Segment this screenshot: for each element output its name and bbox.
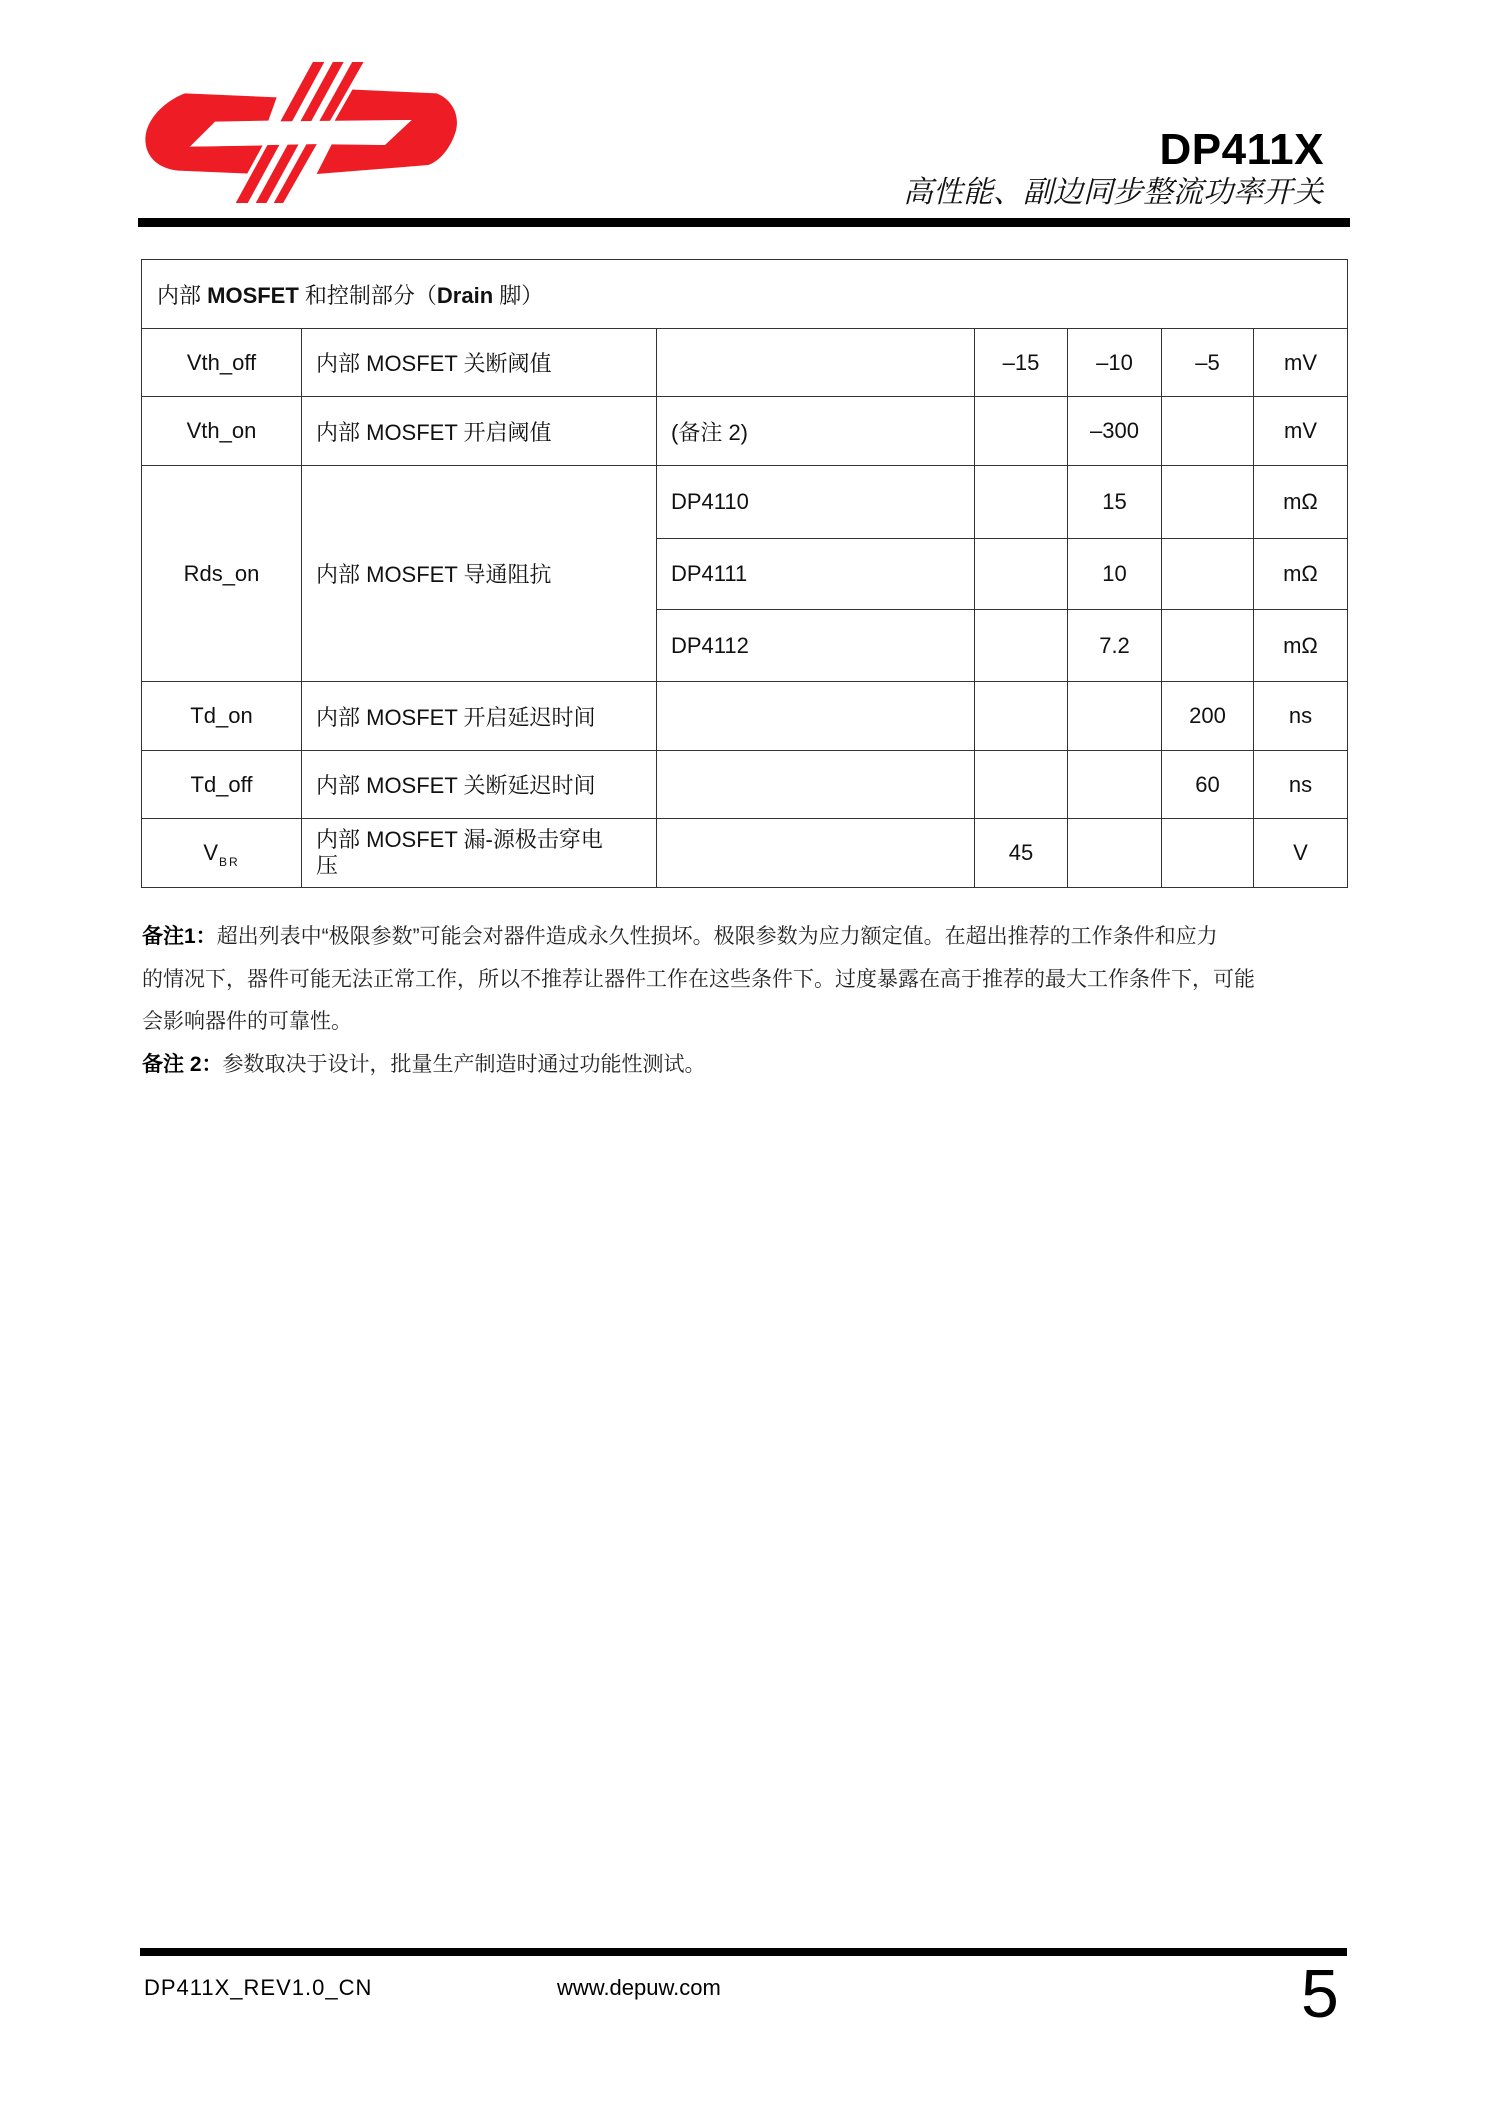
condition-cell xyxy=(657,819,975,888)
max-cell: 200 xyxy=(1162,682,1254,751)
parameter-line: 内部 MOSFET 漏-源极击穿电 xyxy=(316,827,603,852)
section-header-text: 脚） xyxy=(493,282,544,308)
parameter-cell: 内部 MOSFET 关断阈值 xyxy=(302,329,657,397)
max-cell xyxy=(1162,397,1254,466)
symbol-main: V xyxy=(203,840,218,865)
parameter-cell: 内部 MOSFET 开启阈值 xyxy=(302,397,657,466)
parameter-cell: 内部 MOSFET 开启延迟时间 xyxy=(302,682,657,751)
unit-cell: mV xyxy=(1254,329,1348,397)
product-title: DP411X xyxy=(1159,125,1324,174)
min-cell xyxy=(975,397,1068,466)
max-cell xyxy=(1162,466,1254,539)
section-header-text-bold: MOSFET xyxy=(207,282,299,308)
condition-cell: DP4112 xyxy=(657,610,975,682)
note-1-continued xyxy=(142,1001,1352,1044)
max-cell: 60 xyxy=(1162,751,1254,819)
parameter-line: 压 xyxy=(316,853,339,878)
section-header-cell xyxy=(142,260,1348,329)
max-cell xyxy=(1162,539,1254,610)
parameter-cell xyxy=(302,819,657,888)
typ-cell: 15 xyxy=(1068,466,1162,539)
page-number: 5 xyxy=(1301,1956,1339,2032)
min-cell xyxy=(975,466,1068,539)
max-cell: –5 xyxy=(1162,329,1254,397)
unit-cell: ns xyxy=(1254,682,1348,751)
max-cell xyxy=(1162,819,1254,888)
unit-cell: mΩ xyxy=(1254,539,1348,610)
min-cell: –15 xyxy=(975,329,1068,397)
typ-cell xyxy=(1068,682,1162,751)
note-text: 参数取决于设计，批量生产制造时通过功能性测试。 xyxy=(222,1052,706,1076)
note-label: 备注 2： xyxy=(142,1052,223,1076)
table-row xyxy=(142,397,1348,466)
header-divider xyxy=(138,218,1350,227)
min-cell: 45 xyxy=(975,819,1068,888)
section-header-text-bold: Drain xyxy=(436,282,494,308)
table-row xyxy=(142,466,1348,539)
typ-cell: 7.2 xyxy=(1068,610,1162,682)
table-row xyxy=(142,751,1348,819)
section-header-row xyxy=(142,260,1348,329)
unit-cell: V xyxy=(1254,819,1348,888)
unit-cell: mV xyxy=(1254,397,1348,466)
parameter-cell: 内部 MOSFET 关断延迟时间 xyxy=(302,751,657,819)
note-2 xyxy=(142,1044,1352,1087)
min-cell xyxy=(975,539,1068,610)
typ-cell: 10 xyxy=(1068,539,1162,610)
typ-cell: –300 xyxy=(1068,397,1162,466)
symbol-cell: Vth_on xyxy=(142,397,302,466)
note-1-continued xyxy=(142,959,1352,1002)
section-header-text: 和控制部分（ xyxy=(298,282,437,308)
section-header-text: 内部 xyxy=(157,282,208,308)
table-row xyxy=(142,329,1348,397)
condition-cell: DP4110 xyxy=(657,466,975,539)
typ-cell xyxy=(1068,751,1162,819)
symbol-cell: Vth_off xyxy=(142,329,302,397)
company-website: www.depuw.com xyxy=(557,1975,721,2000)
dp-logo-icon xyxy=(135,50,465,215)
typ-cell: –10 xyxy=(1068,329,1162,397)
condition-cell xyxy=(657,751,975,819)
symbol-cell: Td_on xyxy=(142,682,302,751)
min-cell xyxy=(975,610,1068,682)
note-label: 备注1： xyxy=(142,925,217,948)
company-logo xyxy=(135,50,465,215)
condition-cell xyxy=(657,682,975,751)
table-row xyxy=(142,819,1348,888)
max-cell xyxy=(1162,610,1254,682)
symbol-subscript: BR xyxy=(219,855,240,869)
note-text: 的情况下，器件可能无法正常工作，所以不推荐让器件工作在这些条件下。过度暴露在高于推荐的最大工作条件下，可能 xyxy=(142,967,1255,991)
parameter-cell: 内部 MOSFET 导通阻抗 xyxy=(302,466,657,682)
footer-divider xyxy=(140,1948,1347,1956)
min-cell xyxy=(975,751,1068,819)
min-cell xyxy=(975,682,1068,751)
note-text: 超出列表中“极限参数”可能会对器件造成永久性损坏。极限参数为应力额定值。在超出推荐的工作条件和应力 xyxy=(216,925,1218,948)
condition-cell: (备注 2) xyxy=(657,397,975,466)
condition-cell xyxy=(657,329,975,397)
symbol-cell: Rds_on xyxy=(142,466,302,682)
notes-section xyxy=(142,916,1352,1086)
product-subtitle: 高性能、副边同步整流功率开关 xyxy=(903,176,1323,209)
symbol-cell: Td_off xyxy=(142,751,302,819)
electrical-characteristics-table xyxy=(141,259,1348,888)
symbol-cell xyxy=(142,819,302,888)
typ-cell xyxy=(1068,819,1162,888)
unit-cell: mΩ xyxy=(1254,466,1348,539)
unit-cell: mΩ xyxy=(1254,610,1348,682)
document-revision-id: DP411X_REV1.0_CN xyxy=(144,1975,373,2000)
note-1 xyxy=(142,916,1352,959)
table-row xyxy=(142,682,1348,751)
unit-cell: ns xyxy=(1254,751,1348,819)
condition-cell: DP4111 xyxy=(657,539,975,610)
note-text: 会影响器件的可靠性。 xyxy=(142,1010,352,1033)
